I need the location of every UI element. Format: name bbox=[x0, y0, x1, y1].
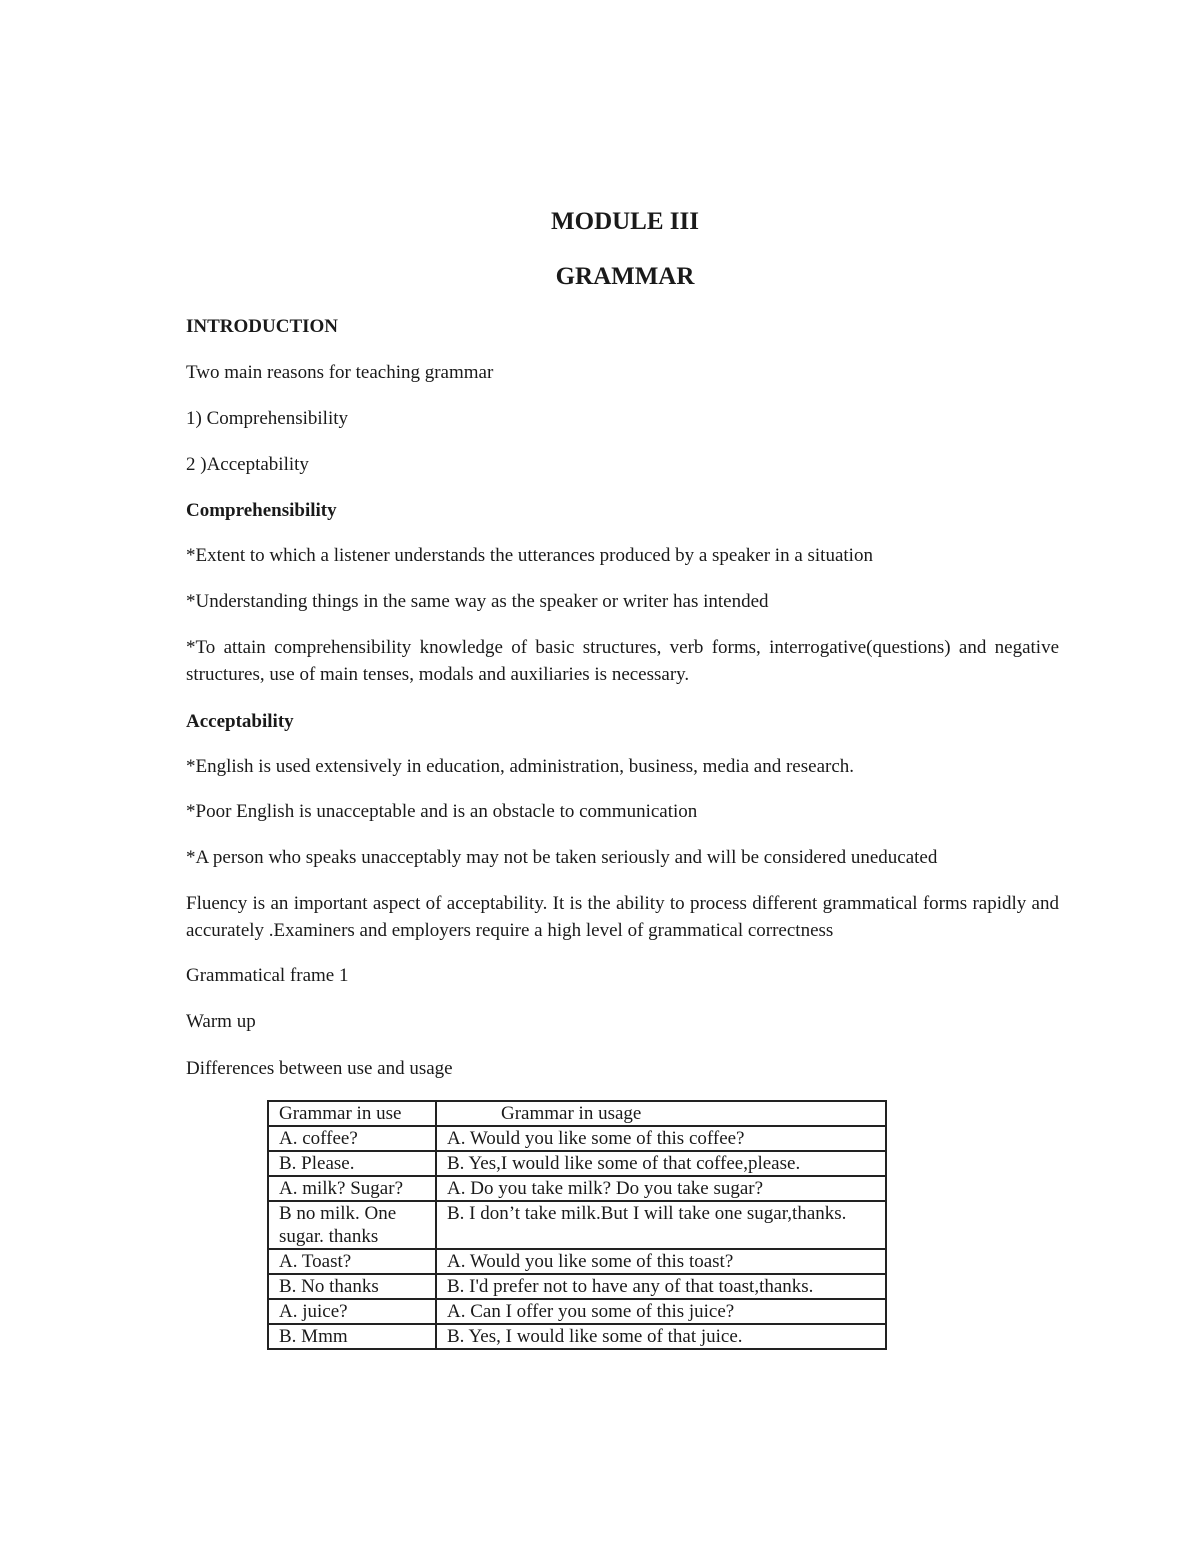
table-row bbox=[268, 1151, 886, 1176]
comprehensibility-point: *Extent to which a listener understands the utterances produced by a speaker in a situation bbox=[186, 545, 873, 566]
use-cell: A. coffee? bbox=[268, 1126, 436, 1151]
reason-item: 2 )Acceptability bbox=[186, 454, 309, 475]
table-row bbox=[268, 1249, 886, 1274]
usage-cell: A. Can I offer you some of this juice? bbox=[436, 1299, 886, 1324]
table-row bbox=[268, 1274, 886, 1299]
reason-item: 1) Comprehensibility bbox=[186, 408, 349, 429]
usage-cell: B. Yes,I would like some of that coffee,please. bbox=[436, 1151, 886, 1176]
acceptability-point: *Poor English is unacceptable and is an obstacle to communication bbox=[186, 801, 698, 822]
use-cell: A. milk? Sugar? bbox=[268, 1176, 436, 1201]
table-row bbox=[268, 1176, 886, 1201]
usage-cell: B. Yes, I would like some of that juice. bbox=[436, 1324, 886, 1349]
table-row bbox=[268, 1299, 886, 1324]
use-cell: B. Please. bbox=[268, 1151, 436, 1176]
comprehensibility-point: *To attain comprehensibility knowledge of basic structures, verb forms, interrogative(questions) and negative structures, use of main tenses, modals and auxiliaries is necessary. bbox=[186, 637, 1059, 685]
header-grammar-in-use: Grammar in use bbox=[268, 1101, 436, 1126]
usage-cell: A. Would you like some of this toast? bbox=[436, 1249, 886, 1274]
introduction-heading: INTRODUCTION bbox=[186, 316, 339, 337]
header-grammar-in-usage: Grammar in usage bbox=[436, 1101, 886, 1126]
use-cell: A. juice? bbox=[268, 1299, 436, 1324]
table-row bbox=[268, 1201, 886, 1249]
use-cell: B. Mmm bbox=[268, 1324, 436, 1349]
table-row bbox=[268, 1126, 886, 1151]
use-vs-usage-table bbox=[267, 1100, 887, 1350]
comprehensibility-point: *Understanding things in the same way as the speaker or writer has intended bbox=[186, 591, 769, 612]
usage-cell: A. Do you take milk? Do you take sugar? bbox=[436, 1176, 886, 1201]
differences-label: Differences between use and usage bbox=[186, 1058, 453, 1079]
introduction-lead: Two main reasons for teaching grammar bbox=[186, 362, 494, 383]
usage-cell: B. I'd prefer not to have any of that toast,thanks. bbox=[436, 1274, 886, 1299]
fluency-paragraph: Fluency is an important aspect of acceptability. It is the ability to process different grammatical forms rapidly and accurately .Examiners and employers require a high level of grammatical correctness bbox=[186, 893, 1059, 941]
acceptability-point: *A person who speaks unacceptably may not be taken seriously and will be considered uneducated bbox=[186, 847, 938, 868]
warm-up-label: Warm up bbox=[186, 1011, 256, 1032]
grammatical-frame-title: Grammatical frame 1 bbox=[186, 965, 349, 986]
use-cell: A. Toast? bbox=[268, 1249, 436, 1274]
use-cell: B no milk. One sugar. thanks bbox=[268, 1201, 436, 1249]
usage-cell: A. Would you like some of this coffee? bbox=[436, 1126, 886, 1151]
table-row bbox=[268, 1324, 886, 1349]
acceptability-point: *English is used extensively in education, administration, business, media and research. bbox=[186, 756, 855, 777]
table-header-row bbox=[268, 1101, 886, 1126]
usage-cell: B. I don’t take milk.But I will take one sugar,thanks. bbox=[436, 1201, 886, 1249]
use-cell: B. No thanks bbox=[268, 1274, 436, 1299]
acceptability-heading: Acceptability bbox=[186, 711, 294, 732]
comprehensibility-heading: Comprehensibility bbox=[186, 500, 337, 521]
module-title: MODULE III bbox=[551, 208, 699, 235]
subject-title: GRAMMAR bbox=[555, 263, 695, 290]
